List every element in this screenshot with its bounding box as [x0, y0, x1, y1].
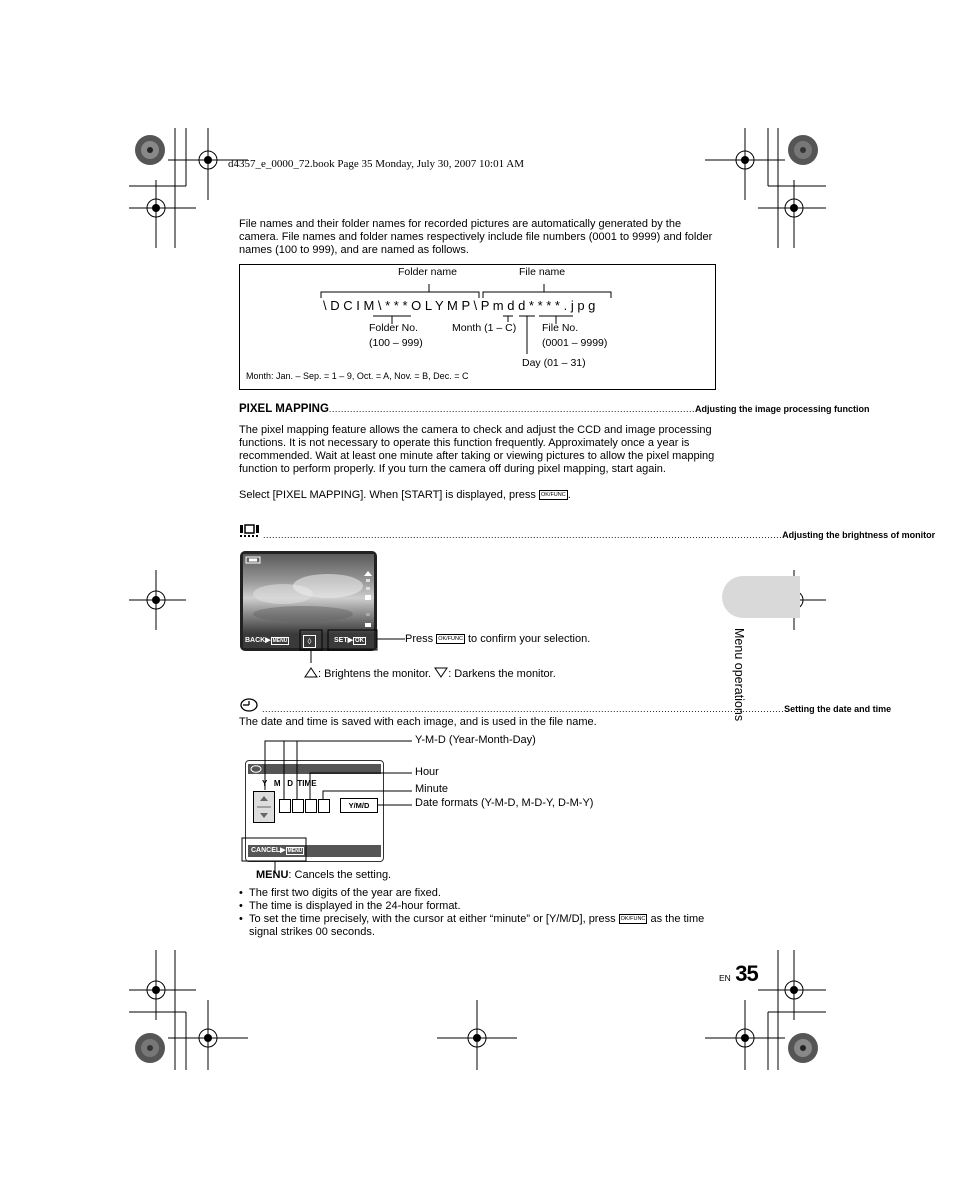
- up-arrow-icon: [304, 667, 318, 678]
- note-text: To set the time precisely, with the cursor at either “minute” or [Y/M/D], press: [249, 913, 616, 925]
- side-tab-label: Menu operations: [732, 628, 746, 722]
- pixel-mapping-heading: [239, 403, 870, 415]
- side-tab-bubble: [722, 576, 800, 618]
- ok-func-button-icon: OK/FUNC: [620, 916, 646, 923]
- darkens-text: : Darkens the monitor.: [448, 668, 556, 680]
- ok-func-button-icon: OK/FUNC: [438, 636, 463, 643]
- select-prefix: Select [PIXEL MAPPING]. When [START] is displayed, press: [239, 489, 536, 501]
- file-no-range: (0001 – 9999): [542, 337, 608, 349]
- ok-func-button-icon: OK/FUNC: [540, 492, 566, 499]
- screen-set-label: SET▶ OK: [334, 637, 365, 644]
- screen-cancel-label: CANCEL▶ MENU: [251, 847, 303, 854]
- note-item: • The first two digits of the year are fixed.: [239, 887, 715, 900]
- leader-dots: .............................................................................................................................................................................: [263, 530, 783, 540]
- book-info-header: d4357_e_0000_72.book Page 35 Monday, July 30, 2007 10:01 AM: [228, 158, 524, 170]
- brightness-mini-icon: [245, 556, 261, 566]
- datetime-heading: [239, 698, 892, 714]
- minute-label: Minute: [415, 783, 449, 795]
- set-text: SET: [334, 637, 348, 644]
- brightness-heading: [239, 524, 936, 540]
- cancel-text: CANCEL: [251, 847, 281, 854]
- press-prefix: Press: [405, 633, 434, 645]
- folder-no-title: Folder No.: [369, 322, 419, 334]
- note-item: [239, 913, 715, 939]
- folder-no-label: [369, 322, 423, 350]
- note-text-cont: as the time signal strikes 00 seconds.: [249, 913, 705, 938]
- formats-label: Date formats (Y-M-D, M-D-Y, D-M-Y): [415, 797, 594, 809]
- filename-path: \ D C I M \ * * * O L Y M P \ P m d d * * * * . j p g: [323, 298, 596, 313]
- file-name-label: File name: [519, 266, 566, 278]
- datetime-callouts: [240, 735, 420, 875]
- file-no-title: File No.: [542, 322, 579, 334]
- pixel-mapping-subtitle: Adjusting the image processing function: [694, 404, 870, 414]
- intro-text: File names and their folder names for recorded pictures are automatically generated by the camera. File names and folder names respectively include file numbers (0001 to 9999) and folder names (100 to 999), and are named as follows.: [239, 218, 713, 256]
- leader-dots: ..........................................................................................................................: [328, 404, 695, 414]
- date-format-field[interactable]: Y/M/D: [340, 798, 378, 813]
- datetime-body: The date and time is saved with each image, and is used in the file name.: [239, 716, 597, 728]
- page-number: [719, 961, 758, 987]
- page-num: 35: [735, 961, 758, 986]
- note-item: • The time is displayed in the 24-hour format.: [239, 900, 715, 913]
- brightness-subtitle: Adjusting the brightness of monitor: [782, 530, 936, 540]
- datetime-subtitle: Setting the date and time: [784, 704, 892, 714]
- ymd-label: Y-M-D (Year-Month-Day): [415, 734, 536, 746]
- select-suffix: .: [567, 489, 571, 501]
- pixel-mapping-body: The pixel mapping feature allows the camera to check and adjust the CCD and image processing functions. It is not necessary to operate this function frequently. Approximately once a year is recommended. Wait at least one minute after taking or viewing pictures to allow the pixel mapping function to perform properly. If you turn the camera off during pixel mapping, start again.: [239, 424, 715, 475]
- press-suffix: to confirm your selection.: [468, 633, 591, 645]
- page-lang: EN: [719, 973, 731, 983]
- month-label: Month (1 – C): [452, 322, 517, 334]
- monitor-brightness-icon: [239, 524, 261, 538]
- brightness-level-bar: [364, 571, 372, 629]
- file-no-label: [542, 322, 607, 350]
- screen-dpad-icon: ◊: [303, 635, 316, 648]
- notes-list: [239, 887, 715, 939]
- folder-no-range: (100 – 999): [369, 337, 423, 349]
- folder-name-label: Folder name: [398, 266, 457, 278]
- day-label: Day (01 – 31): [522, 357, 586, 369]
- menu-label: MENU: [256, 869, 289, 881]
- screen-back-label: BACK▶ MENU: [245, 637, 288, 644]
- brightness-keys-line: [304, 667, 556, 681]
- brightens-text: : Brightens the monitor.: [318, 668, 432, 680]
- pixel-mapping-title: PIXEL MAPPING: [239, 403, 329, 415]
- menu-cancel-line: [256, 869, 391, 882]
- down-arrow-icon: [434, 667, 448, 678]
- month-note: Month: Jan. – Sep. = 1 – 9, Oct. = A, Nov. = B, Dec. = C: [246, 371, 469, 381]
- back-text: BACK: [245, 637, 266, 644]
- hour-label: Hour: [415, 766, 439, 778]
- menu-desc: : Cancels the setting.: [288, 869, 392, 881]
- press-ok-line: [405, 633, 590, 646]
- screen-date-header: Y M D TIME: [262, 779, 317, 788]
- pixel-mapping-select: [239, 489, 571, 502]
- cloud-texture: [243, 554, 374, 634]
- leader-dots: ..............................................................................................................................................................................: [262, 704, 785, 714]
- clock-icon: [239, 698, 259, 712]
